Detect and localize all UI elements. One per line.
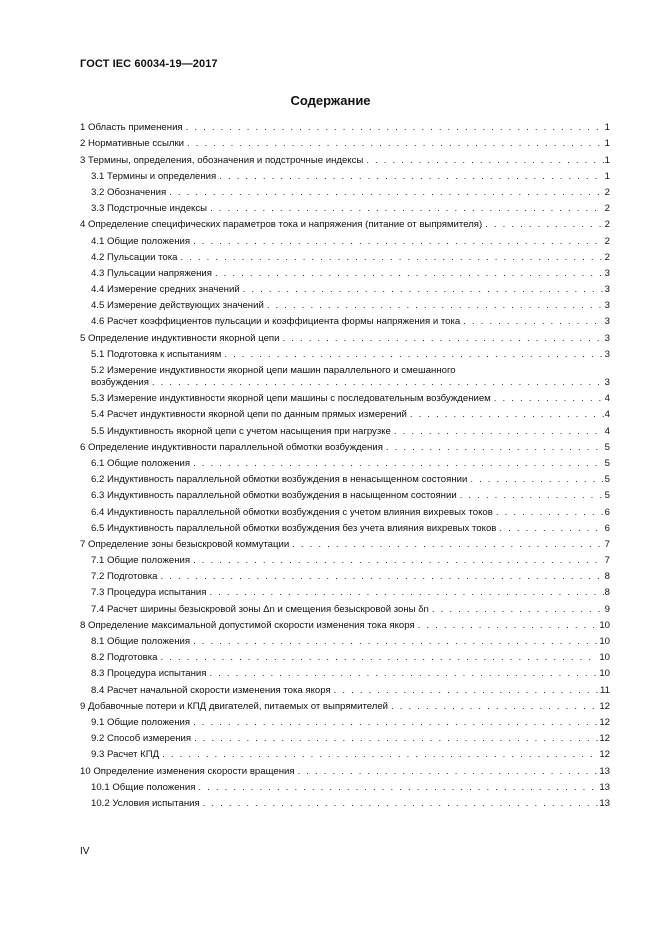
toc-page-number: 8 bbox=[604, 571, 610, 583]
toc-page-number: 4 bbox=[604, 393, 610, 405]
toc-entry[interactable] bbox=[80, 519, 610, 535]
toc-entry[interactable] bbox=[80, 248, 610, 264]
toc-entry[interactable] bbox=[80, 280, 610, 296]
toc-page-number: 3 bbox=[604, 316, 610, 328]
toc-leader-dots bbox=[485, 219, 603, 231]
toc-leader-dots bbox=[161, 652, 599, 664]
toc-leader-dots bbox=[394, 426, 604, 438]
toc-entry-label: 9.2 Способ измерения bbox=[91, 733, 192, 745]
toc-leader-dots bbox=[463, 316, 603, 328]
document-header: ГОСТ IEC 60034-19—2017 bbox=[80, 58, 218, 70]
toc-page-number: 8 bbox=[604, 587, 610, 599]
toc-entry-label: 9 Добавочные потери и КПД двигателей, питаемых от выпрямителей bbox=[80, 700, 389, 712]
toc-entry-label: 4.6 Расчет коэффициентов пульсации и коэффициента формы напряжения и тока bbox=[91, 316, 461, 328]
toc-leader-dots bbox=[386, 442, 604, 454]
toc-page-number: 3 bbox=[604, 332, 610, 344]
toc-entry-label: 5.3 Измерение индуктивности якорной цепи машины с последовательным возбуждением bbox=[91, 393, 491, 405]
toc-page-number: 1 bbox=[604, 138, 610, 150]
page-number: IV bbox=[80, 846, 90, 857]
toc-leader-dots bbox=[193, 636, 598, 648]
toc-entry[interactable] bbox=[80, 150, 610, 166]
toc-entry[interactable] bbox=[80, 199, 610, 215]
toc-leader-dots bbox=[193, 555, 604, 567]
toc-leader-dots bbox=[209, 587, 603, 599]
toc-entry-label: 8.4 Расчет начальной скорости изменения тока якоря bbox=[91, 684, 331, 696]
toc-entry-label: 10.1 Общие положения bbox=[91, 781, 196, 793]
toc-entry-label: 7.1 Общие положения bbox=[91, 555, 191, 567]
toc-entry[interactable] bbox=[80, 567, 610, 583]
toc-page-number: 6 bbox=[604, 522, 610, 534]
toc-page-number: 3 bbox=[604, 348, 610, 360]
toc-entry-label: 10 Определение изменения скорости вращения bbox=[80, 765, 295, 777]
toc-entry[interactable] bbox=[80, 486, 610, 502]
toc-page-number: 11 bbox=[600, 684, 610, 696]
toc-page-number: 6 bbox=[604, 506, 610, 518]
toc-entry[interactable] bbox=[80, 454, 610, 470]
toc-entry-label: 1 Область применения bbox=[80, 122, 183, 134]
toc-entry[interactable] bbox=[80, 697, 610, 713]
toc-entry-label: 6.5 Индуктивность параллельной обмотки возбуждения без учета влияния вихревых токов bbox=[91, 522, 497, 534]
toc-leader-dots bbox=[198, 782, 598, 794]
toc-page-number: 2 bbox=[604, 235, 610, 247]
toc-page-number: 13 bbox=[599, 797, 610, 809]
toc-leader-dots bbox=[410, 409, 604, 421]
toc-entry[interactable] bbox=[80, 328, 610, 344]
toc-entry[interactable] bbox=[80, 438, 610, 454]
toc-leader-dots bbox=[162, 749, 598, 761]
toc-leader-dots bbox=[161, 571, 604, 583]
toc-entry[interactable] bbox=[80, 118, 610, 134]
toc-leader-dots bbox=[193, 236, 604, 248]
toc-leader-dots bbox=[494, 393, 604, 405]
toc-entry-label: 5.2 Измерение индуктивности якорной цепи машин параллельного и смешанного bbox=[91, 365, 456, 376]
toc-entry-label: 3.1 Термины и определения bbox=[91, 170, 217, 182]
page-title: Содержание bbox=[290, 93, 371, 108]
toc-page-number: 2 bbox=[604, 186, 610, 198]
toc-leader-dots bbox=[391, 701, 598, 713]
toc-leader-dots bbox=[334, 685, 599, 697]
toc-entry[interactable] bbox=[80, 778, 610, 794]
toc-entry-label: 4 Определение специфических параметров тока и напряжения (питание от выпрямителя) bbox=[80, 219, 483, 231]
toc-page-number: 5 bbox=[604, 474, 610, 486]
toc-entry-label: 9.1 Общие положения bbox=[91, 716, 191, 728]
toc-page-number: 4 bbox=[604, 409, 610, 421]
toc-entry-label-continued: возбуждения bbox=[91, 377, 149, 388]
toc-page-number: 3 bbox=[604, 300, 610, 312]
toc-leader-dots bbox=[219, 171, 603, 183]
toc-page-number: 10 bbox=[599, 668, 610, 680]
toc-leader-dots bbox=[460, 490, 604, 502]
toc-page-number: 2 bbox=[604, 219, 610, 231]
toc-leader-dots bbox=[194, 733, 598, 745]
toc-page-number: 7 bbox=[604, 555, 610, 567]
toc-entry[interactable] bbox=[80, 761, 610, 777]
toc-page-number: 5 bbox=[604, 457, 610, 469]
toc-entry[interactable] bbox=[80, 680, 610, 696]
toc-entry-label: 8.2 Подготовка bbox=[91, 652, 158, 664]
toc-leader-dots bbox=[496, 507, 604, 519]
toc-entry-label: 8.3 Процедура испытания bbox=[91, 668, 207, 680]
toc-page-number: 10 bbox=[599, 619, 610, 631]
toc-page-number: 2 bbox=[604, 203, 610, 215]
toc-entry-label: 8.1 Общие положения bbox=[91, 636, 191, 647]
toc-page-number: 10 bbox=[599, 636, 610, 647]
toc-entry-label: 6 Определение индуктивности параллельной обмотки возбуждения bbox=[80, 441, 383, 453]
toc-entry[interactable] bbox=[80, 215, 610, 231]
toc-entry[interactable] bbox=[80, 421, 610, 437]
toc-entry[interactable] bbox=[80, 713, 610, 729]
toc-entry-label: 2 Нормативные ссылки bbox=[80, 138, 185, 150]
toc-leader-dots bbox=[267, 300, 604, 312]
toc-leader-dots bbox=[210, 203, 604, 215]
toc-entry[interactable] bbox=[80, 502, 610, 518]
toc-leader-dots bbox=[418, 620, 599, 632]
toc-entry-label: 8 Определение максимальной допустимой скорости изменения тока якоря bbox=[80, 619, 415, 631]
toc-page-number: 3 bbox=[604, 267, 610, 279]
toc-entry[interactable] bbox=[80, 312, 610, 328]
toc-entry[interactable] bbox=[80, 664, 610, 680]
toc-leader-dots bbox=[180, 252, 603, 264]
toc-leader-dots bbox=[152, 377, 604, 389]
toc-entry-label: 6.1 Общие положения bbox=[91, 457, 191, 469]
toc-entry-label: 3 Термины, определения, обозначения и подстрочные индексы bbox=[80, 154, 364, 166]
toc-page-number: 4 bbox=[604, 425, 610, 437]
toc-leader-dots bbox=[193, 717, 598, 729]
toc-leader-dots bbox=[224, 349, 603, 361]
toc-entry[interactable] bbox=[80, 551, 610, 567]
toc-entry-label: 7.3 Процедура испытания bbox=[91, 587, 207, 599]
toc-entry[interactable] bbox=[80, 345, 610, 361]
toc-entry[interactable] bbox=[80, 134, 610, 150]
toc-entry-label: 5.4 Расчет индуктивности якорной цепи по данным прямых измерений bbox=[91, 409, 407, 421]
toc-page-number: 13 bbox=[599, 765, 610, 777]
toc-entry[interactable] bbox=[80, 583, 610, 599]
toc-entry[interactable] bbox=[80, 632, 610, 648]
toc-page-number: 7 bbox=[604, 538, 610, 550]
toc-leader-dots bbox=[215, 268, 604, 280]
toc-entry-label: 4.3 Пульсации напряжения bbox=[91, 267, 212, 279]
toc-leader-dots bbox=[187, 138, 604, 150]
toc-entry[interactable] bbox=[80, 729, 610, 745]
toc-entry[interactable] bbox=[80, 745, 610, 761]
toc-page-number: 1 bbox=[604, 154, 610, 166]
toc-entry-label: 3.2 Обозначения bbox=[91, 186, 167, 198]
toc-page-number: 1 bbox=[604, 122, 610, 134]
toc-entry-label: 9.3 Расчет КПД bbox=[91, 749, 160, 761]
toc-entry[interactable] bbox=[80, 648, 610, 664]
toc-entry[interactable] bbox=[80, 616, 610, 632]
toc-page-number: 3 bbox=[604, 377, 610, 388]
toc-entry[interactable] bbox=[80, 264, 610, 280]
toc-entry-label: 5.5 Индуктивность якорной цепи с учетом насыщения при нагрузке bbox=[91, 425, 391, 437]
toc-leader-dots bbox=[209, 668, 598, 680]
toc-leader-dots bbox=[292, 539, 603, 551]
toc-page-number: 12 bbox=[599, 700, 610, 712]
toc-page-number: 5 bbox=[604, 441, 610, 453]
toc-entry-label: 4.2 Пульсации тока bbox=[91, 251, 178, 263]
toc-entry[interactable] bbox=[80, 599, 610, 615]
toc-page-number: 12 bbox=[599, 716, 610, 728]
toc-entry-label: 3.3 Подстрочные индексы bbox=[91, 203, 208, 215]
toc-entry-label: 5.1 Подготовка к испытаниям bbox=[91, 348, 222, 360]
toc-page-number: 3 bbox=[604, 284, 610, 296]
toc-leader-dots bbox=[470, 474, 603, 486]
toc-entry-label: 7.4 Расчет ширины безыскровой зоны Δn и смещения безыскровой зоны δn bbox=[91, 603, 429, 615]
toc-leader-dots bbox=[499, 523, 603, 535]
toc-entry[interactable] bbox=[80, 405, 610, 421]
toc-entry-label: 7.2 Подготовка bbox=[91, 571, 158, 583]
toc-entry[interactable] bbox=[80, 231, 610, 247]
toc-entry[interactable] bbox=[80, 167, 610, 183]
toc-leader-dots bbox=[432, 604, 604, 616]
toc-entry[interactable] bbox=[80, 389, 610, 405]
toc-entry-label: 6.3 Индуктивность параллельной обмотки возбуждения в насыщенном состоянии bbox=[91, 490, 457, 502]
toc-entry-label: 4.1 Общие положения bbox=[91, 235, 191, 247]
toc-entry-label: 4.5 Измерение действующих значений bbox=[91, 300, 264, 312]
toc-entry-label: 4.4 Измерение средних значений bbox=[91, 284, 240, 296]
toc-page-number: 1 bbox=[604, 170, 610, 182]
toc-entry-label: 6.2 Индуктивность параллельной обмотки возбуждения в ненасыщенном состоянии bbox=[91, 474, 468, 486]
toc-leader-dots bbox=[243, 284, 604, 296]
toc-leader-dots bbox=[193, 458, 604, 470]
toc-page-number: 13 bbox=[599, 781, 610, 793]
toc-page-number: 5 bbox=[604, 490, 610, 502]
toc-entry[interactable] bbox=[80, 794, 610, 810]
toc-entry-label: 7 Определение зоны безыскровой коммутации bbox=[80, 538, 290, 550]
toc-entry[interactable] bbox=[80, 296, 610, 312]
toc-leader-dots bbox=[186, 122, 604, 134]
toc-entry-label: 5 Определение индуктивности якорной цепи bbox=[80, 332, 280, 344]
toc-entry[interactable] bbox=[80, 183, 610, 199]
toc-page-number: 12 bbox=[599, 733, 610, 745]
toc-entry[interactable] bbox=[80, 361, 610, 389]
toc-leader-dots bbox=[298, 766, 599, 778]
toc-entry[interactable] bbox=[80, 535, 610, 551]
toc-page-number: 9 bbox=[604, 603, 610, 615]
toc-leader-dots bbox=[169, 187, 603, 199]
toc-entry-label: 10.2 Условия испытания bbox=[91, 797, 200, 809]
toc-leader-dots bbox=[203, 798, 599, 810]
toc-page-number: 2 bbox=[604, 251, 610, 263]
toc-page-number: 10 bbox=[599, 652, 610, 664]
toc-page-number: 12 bbox=[599, 749, 610, 761]
toc-leader-dots bbox=[366, 155, 603, 167]
toc-entry[interactable] bbox=[80, 470, 610, 486]
table-of-contents bbox=[80, 118, 610, 810]
toc-leader-dots bbox=[283, 333, 604, 345]
toc-entry-label: 6.4 Индуктивность параллельной обмотки возбуждения с учетом влияния вихревых токов bbox=[91, 506, 493, 518]
